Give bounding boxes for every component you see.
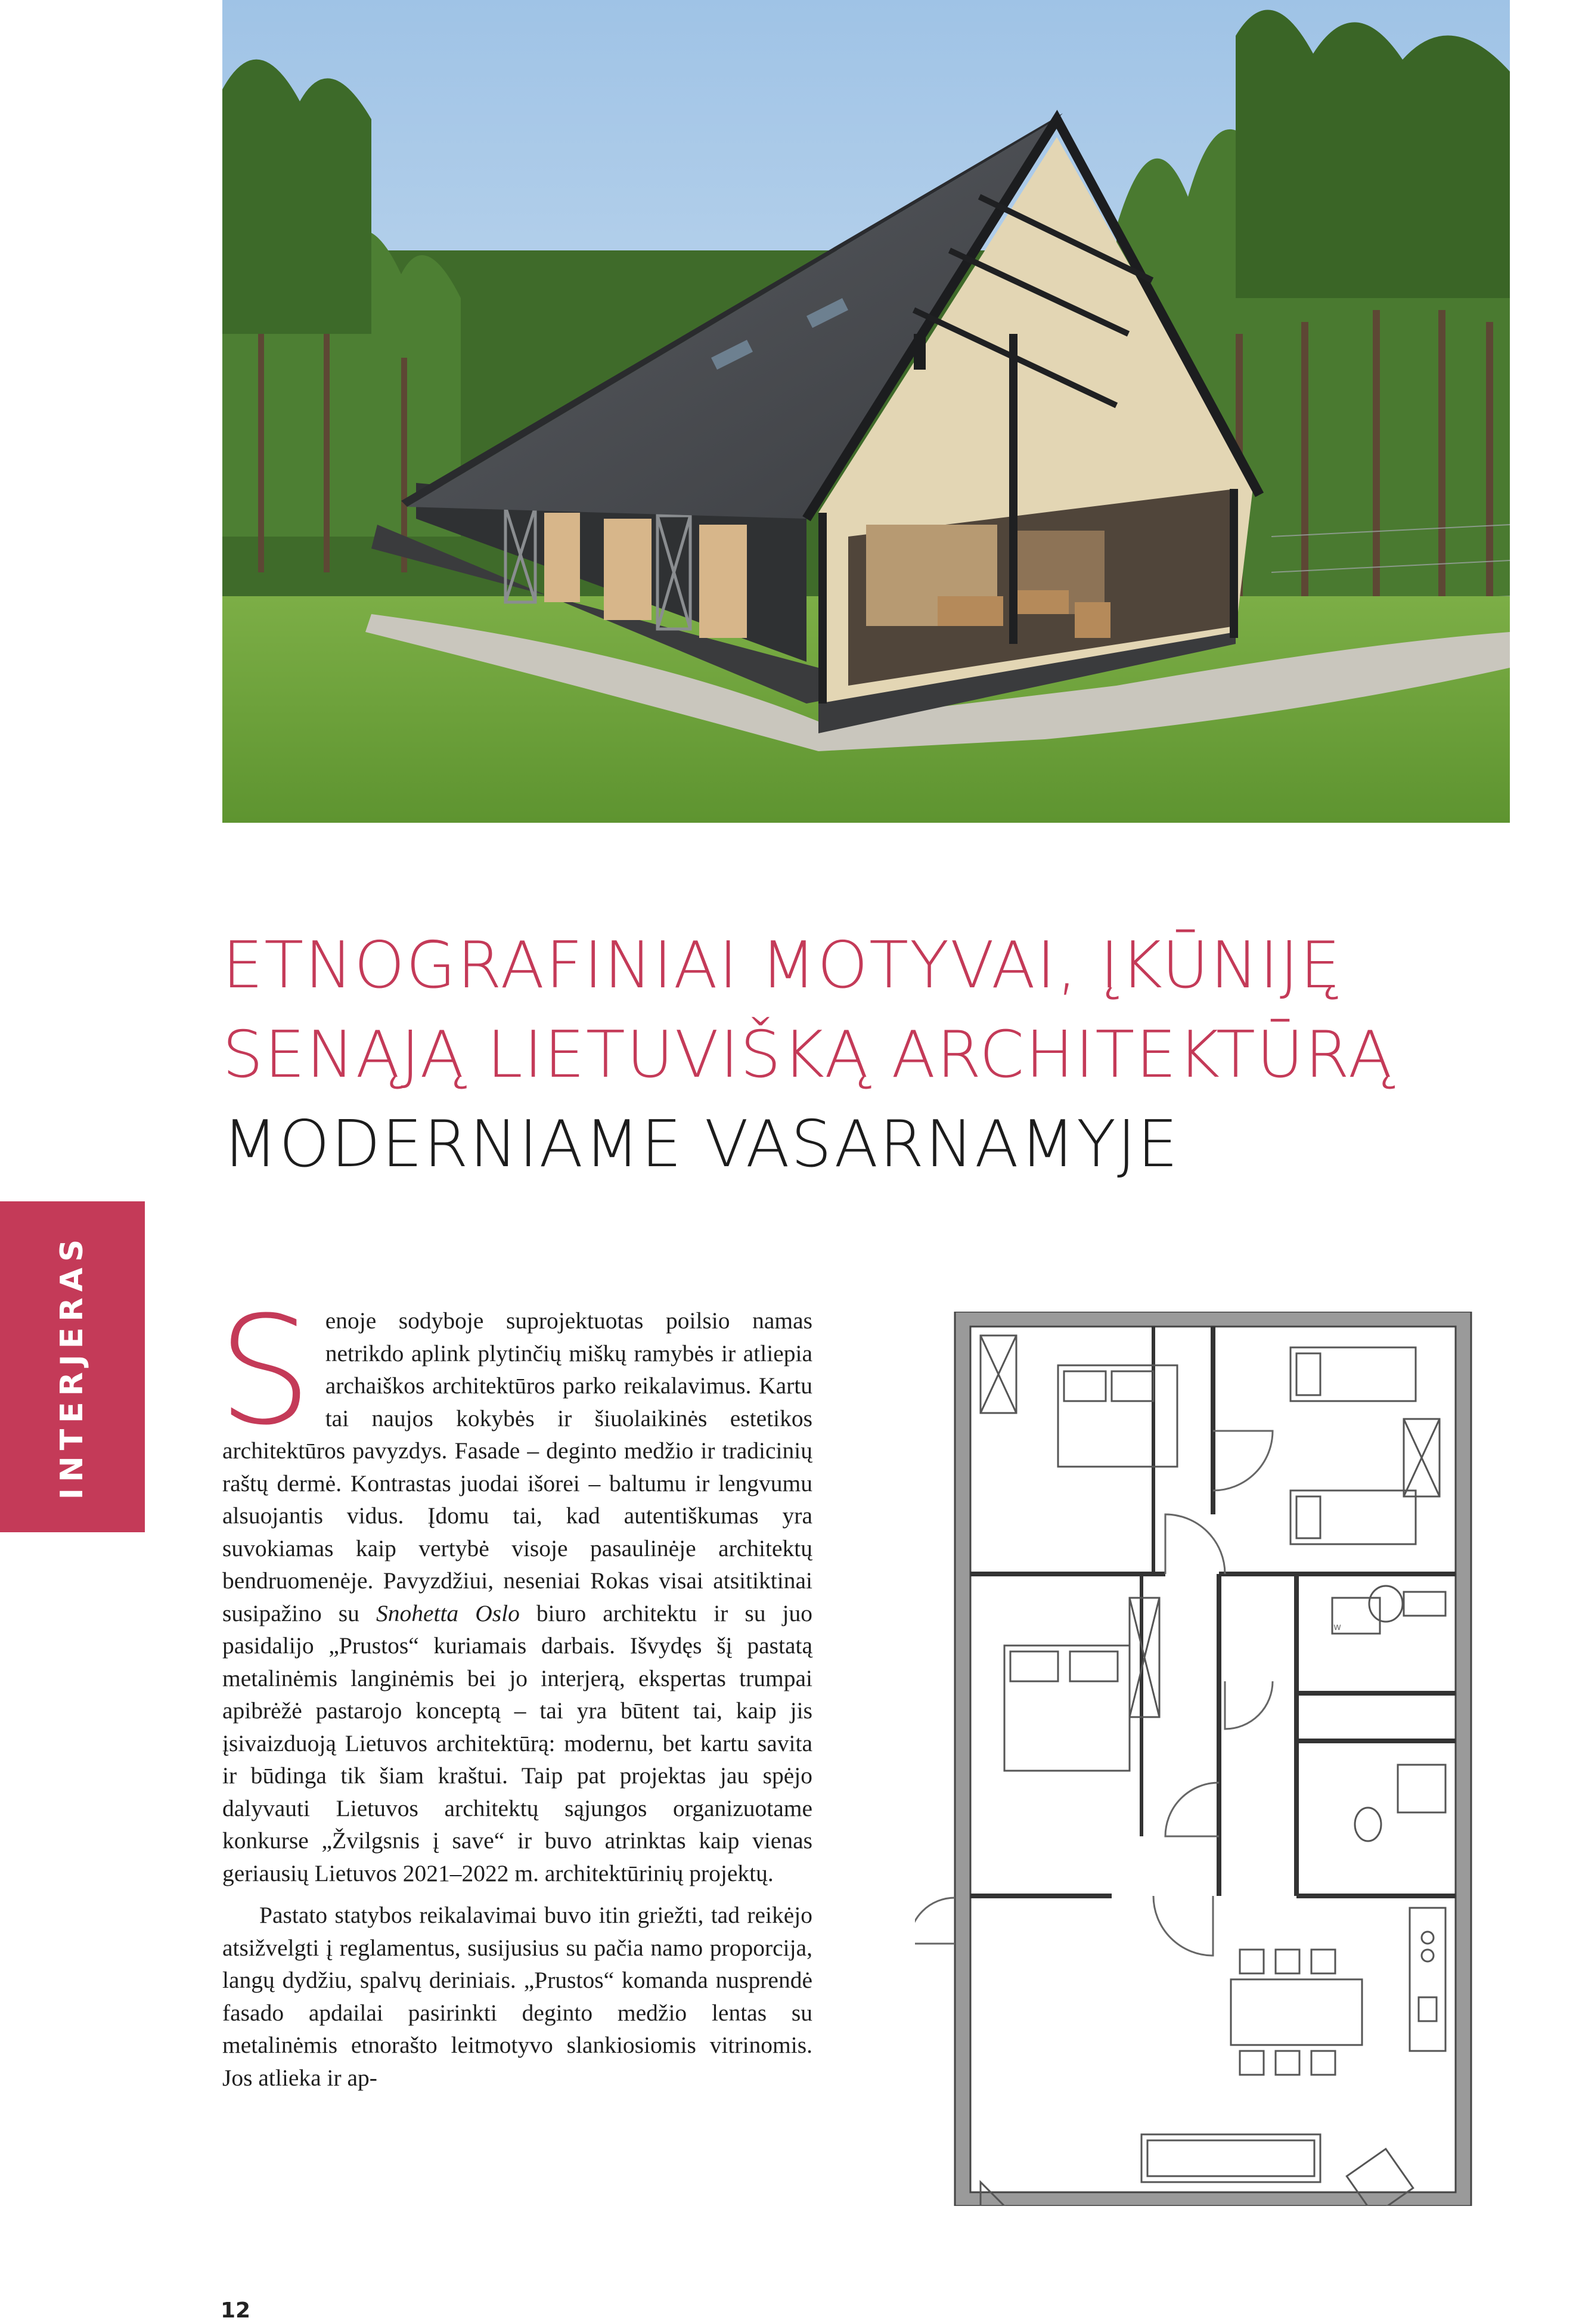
floor-plan — [915, 1312, 1493, 2206]
headline-line-1: ETNOGRAFINIAI MOTYVAI, ĮKŪNIJĘ — [222, 928, 1342, 1003]
section-tab-label: INTERJERAS — [54, 1233, 90, 1500]
hero-photo — [222, 0, 1510, 823]
paragraph-1-text-b: biuro architektu ir su juo pasidalijo „Prustos“ kuriamais darbais. Išvydęs šį pastatą metalinėmis langinėmis bei jo interjerą, ekspertas trumpai apibrėžė pastarojo konceptą – tai yra būtent tai, kaip jis įsivaizduoją Lietuvos architektūrą: modernu, bet kartu savita ir būdinga tik šiam kraštui. Taip pat projektas jau spėjo dalyvauti Lietuvos architektų sąjungos organizuotame konkurse „Žvilgsnis į save“ ir buvo atrinktas kaip vienas geriausių Lietuvos 2021–2022 m. architektūrinių projektų. — [222, 1600, 812, 1886]
floor-plan-drawing — [915, 1312, 1493, 2206]
headline-line-3: MODERNIAME VASARNAMYJE — [222, 1107, 1180, 1182]
wc-label: w — [1333, 1621, 1342, 1632]
article-body — [218, 1284, 812, 2094]
drop-cap: S — [218, 1284, 312, 1458]
paragraph-1-italic: Snohetta Oslo — [376, 1600, 520, 1626]
paragraph-1-text-a: enoje sodyboje suprojektuotas poilsio namas netrikdo aplink plytinčių miškų ramybės ir atliepia archaiškos architektūros parko reikalavimus. Kartu tai naujos kokybės ir šiuolaikinės estetikos architektūros pavyzdys. Fasade – deginto medžio ir tradicinių raštų dermė. Kontrastas juodai išorei – baltumu ir lengvumu alsuojantis vidus. Įdomu tai, kad autentiškumas yra suvokiamas kaip vertybė visoje pasaulinėje architektų bendruomenėje. Pavyzdžiui, neseniai Rokas visai atsitiktinai susipažino su — [222, 1307, 812, 1626]
house-photo-illustration — [222, 0, 1510, 823]
article-paragraph-1 — [218, 1284, 812, 1889]
section-tab — [0, 1201, 145, 1532]
headline — [222, 921, 1522, 1189]
article-paragraph-2: Pastato statybos reikalavimai buvo itin griežti, tad reikėjo atsižvelgti į reglamentus, susijusius su pačia namo proporcija, langų dydžiu, spalvų deriniais. „Prustos“ komanda nusprendė fasado apdailai pasirinkti deginto medžio lentas su metalinėmis etnorašto leitmotyvo slankiosiomis vitrinomis. Jos atlieka ir ap- — [222, 1902, 812, 2091]
page-number: 12 — [221, 2298, 251, 2323]
headline-line-2: SENĄJĄ LIETUVIŠKĄ ARCHITEKTŪRĄ — [222, 1018, 1394, 1092]
